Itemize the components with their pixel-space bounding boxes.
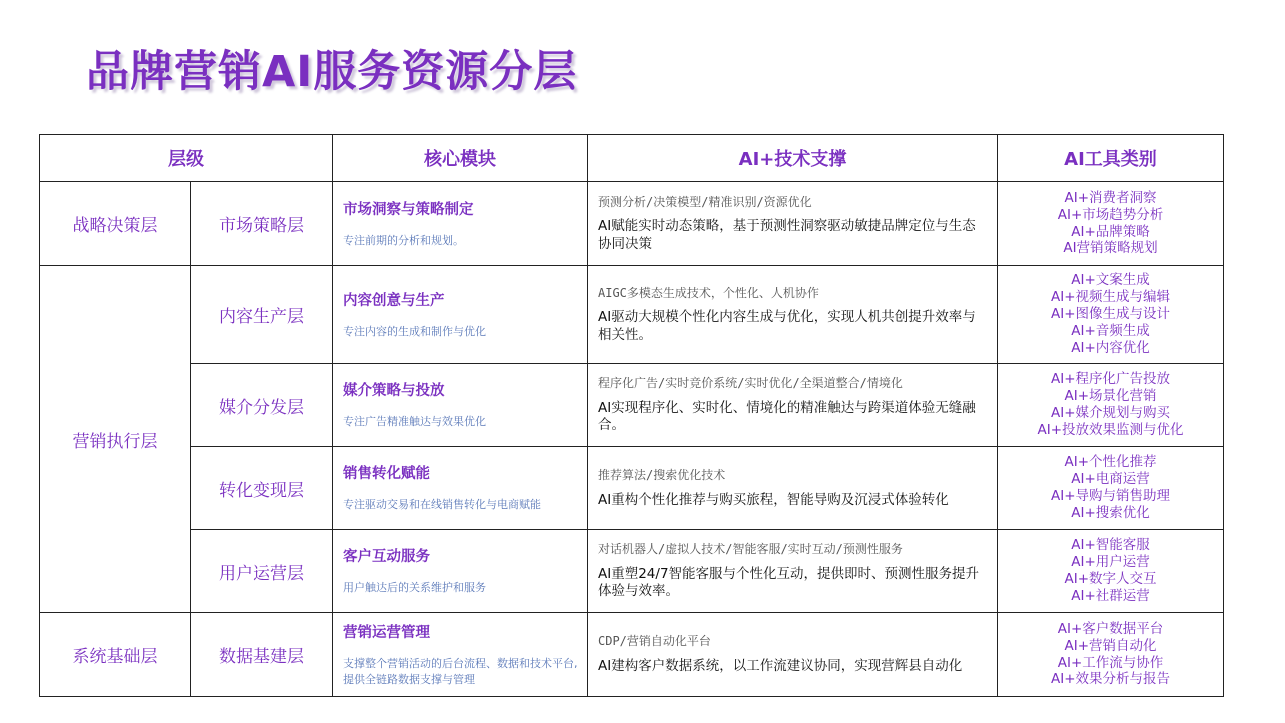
- tools-cell: [998, 182, 1224, 266]
- tool-item: AI+图像生成与设计: [1050, 306, 1171, 323]
- tool-item: AI+消费者洞察: [1064, 189, 1157, 206]
- sublayer-label: 市场策略层: [191, 182, 333, 266]
- tools-cell: [998, 530, 1224, 613]
- module-title: 营销运营管理: [343, 624, 430, 641]
- module-cell: [333, 266, 588, 364]
- tech-desc: AI建构客户数据系统，以工作流建议协同，实现营辉县自动化: [598, 658, 963, 675]
- header-tier: 层级: [40, 135, 333, 182]
- ai-resource-table: [39, 134, 1224, 697]
- tech-keywords: 对话机器人/虚拟人技术/智能客服/实时互动/预测性服务: [598, 542, 903, 557]
- module-title: 客户互动服务: [343, 549, 430, 566]
- tier-foundation: 系统基础层: [40, 613, 191, 697]
- tool-item: AI+社群运营: [1071, 587, 1150, 604]
- tool-item: AI+投放效果监测与优化: [1037, 421, 1184, 438]
- module-cell: [333, 447, 588, 530]
- tools-cell: [998, 613, 1224, 697]
- header-tech: AI+技术支撑: [588, 135, 998, 182]
- table-row: [40, 447, 1224, 530]
- tech-desc: AI驱动大规模个性化内容生成与优化，实现人机共创提升效率与相关性。: [598, 309, 976, 343]
- module-title: 销售转化赋能: [343, 466, 430, 483]
- tech-keywords: 程序化广告/实时竞价系统/实时优化/全渠道整合/情境化: [598, 376, 903, 391]
- table-row: [40, 364, 1224, 447]
- tool-item: AI营销策略规划: [1063, 240, 1158, 257]
- header-tools: AI工具类别: [998, 135, 1224, 182]
- tool-item: AI+品牌策略: [1071, 223, 1150, 240]
- module-title: 市场洞察与策略制定: [343, 201, 474, 218]
- tool-item: AI+营销自动化: [1064, 637, 1157, 654]
- tool-item: AI+内容优化: [1071, 339, 1150, 356]
- table-row: [40, 266, 1224, 364]
- tech-cell: [588, 447, 998, 530]
- table-row: [40, 182, 1224, 266]
- tool-item: AI+工作流与协作: [1057, 654, 1164, 671]
- tech-keywords: AIGC多模态生成技术，个性化、人机协作: [598, 285, 819, 300]
- header-module: 核心模块: [333, 135, 588, 182]
- sublayer-label: 内容生产层: [191, 266, 333, 364]
- tools-cell: [998, 447, 1224, 530]
- tool-item: AI+场景化营销: [1064, 388, 1157, 405]
- tool-item: AI+市场趋势分析: [1057, 206, 1164, 223]
- tools-cell: [998, 266, 1224, 364]
- tool-item: AI+电商运营: [1071, 471, 1150, 488]
- tech-desc: AI赋能实时动态策略，基于预测性洞察驱动敏捷品牌定位与生态协同决策: [598, 218, 976, 252]
- tech-cell: [588, 613, 998, 697]
- table-row: [40, 530, 1224, 613]
- module-title: 媒介策略与投放: [343, 383, 445, 400]
- module-desc: 用户触达后的关系维护和服务: [343, 581, 486, 595]
- sublayer-label: 数据基建层: [191, 613, 333, 697]
- tech-keywords: CDP/营销自动化平台: [598, 634, 711, 649]
- tech-keywords: 预测分析/决策模型/精准识别/资源优化: [598, 194, 812, 209]
- tool-item: AI+用户运营: [1071, 554, 1150, 571]
- table-row: [40, 613, 1224, 697]
- module-cell: [333, 613, 588, 697]
- tier-strategy: 战略决策层: [40, 182, 191, 266]
- module-desc: 专注广告精准触达与效果优化: [343, 415, 486, 429]
- tools-cell: [998, 364, 1224, 447]
- sublayer-label: 转化变现层: [191, 447, 333, 530]
- tool-item: AI+个性化推荐: [1064, 454, 1157, 471]
- tool-item: AI+数字人交互: [1064, 571, 1157, 587]
- module-title: 内容创意与生产: [343, 292, 445, 309]
- module-cell: [333, 364, 588, 447]
- table-header-row: [40, 135, 1224, 182]
- module-desc: 专注内容的生成和制作与优化: [343, 324, 486, 338]
- tech-cell: [588, 266, 998, 364]
- tool-item: AI+程序化广告投放: [1050, 371, 1171, 388]
- tool-item: AI+效果分析与报告: [1050, 671, 1171, 688]
- sublayer-label: 用户运营层: [191, 530, 333, 613]
- tech-cell: [588, 182, 998, 266]
- tool-item: AI+导购与销售助理: [1050, 488, 1171, 504]
- tech-desc: AI实现程序化、实时化、情境化的精准触达与跨渠道体验无缝融合。: [598, 399, 976, 434]
- tech-desc: AI重塑24/7智能客服与个性化互动，提供即时、预测性服务提升体验与效率。: [598, 565, 980, 600]
- tech-desc: AI重构个性化推荐与购买旅程，智能导购及沉浸式体验转化: [598, 491, 949, 508]
- tool-item: AI+视频生成与编辑: [1050, 289, 1171, 306]
- page-title: 品牌营销AI服务资源分层: [86, 47, 578, 97]
- tool-item: AI+智能客服: [1071, 537, 1150, 554]
- tool-item: AI+搜索优化: [1071, 504, 1150, 521]
- tool-item: AI+媒介规划与购买: [1050, 405, 1171, 421]
- module-desc: 专注驱动交易和在线销售转化与电商赋能: [343, 498, 541, 512]
- module-cell: [333, 530, 588, 613]
- tech-keywords: 推荐算法/搜索优化技术: [598, 467, 726, 482]
- tool-item: AI+文案生成: [1071, 272, 1150, 289]
- tool-item: AI+客户数据平台: [1057, 620, 1164, 637]
- tech-cell: [588, 530, 998, 613]
- module-desc: 专注前期的分析和规划。: [343, 233, 464, 247]
- module-desc: 支撑整个营销活动的后台流程、数据和技术平台,提供全链路数据支撑与管理: [343, 656, 578, 686]
- tier-execution: 营销执行层: [40, 266, 191, 613]
- tech-cell: [588, 364, 998, 447]
- tool-item: AI+音频生成: [1071, 322, 1150, 339]
- module-cell: [333, 182, 588, 266]
- sublayer-label: 媒介分发层: [191, 364, 333, 447]
